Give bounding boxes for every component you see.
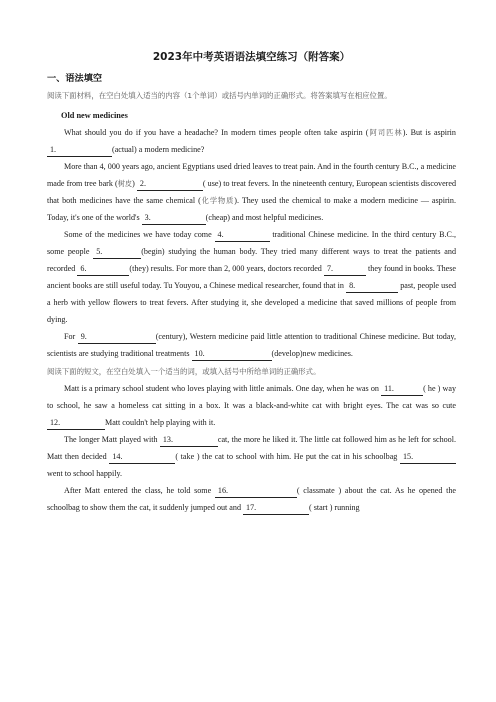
text: (they) results. For more than 2, 000 years, doctors recorded xyxy=(129,264,322,273)
chinese-gloss: 树皮 xyxy=(117,179,133,188)
blank-4[interactable]: 4. xyxy=(215,229,270,242)
text: Matt is a primary school student who loves playing with little animals. One day, when he was on xyxy=(64,384,379,393)
blank-12[interactable]: 12. xyxy=(47,417,105,430)
text: ( take ) the cat to school with him. He put the cat in his schoolbag xyxy=(175,452,398,461)
text: (cheap) and most helpful medicines. xyxy=(205,213,324,222)
blank-13[interactable]: 13. xyxy=(160,434,218,447)
blank-6[interactable]: 6. xyxy=(77,263,129,276)
page-title: 2023年中考英语语法填空练习（附答案） xyxy=(152,51,351,63)
text: ( he ) way to school, he saw a homeless cat sitting in a box. It was a black-and-white cat with bright eyes. The cat was so cute xyxy=(47,384,456,410)
text: ). They used the chemical to make a modern medicine — aspirin. Today, it's one of the world's xyxy=(47,196,456,222)
text: ) xyxy=(132,179,135,188)
passage2-instructions: 阅读下面的短文，在空白处填入一个适当的词，或填入括号中所给单词的正确形式。 xyxy=(47,367,321,376)
chinese-gloss: 阿司匹林 xyxy=(368,128,403,137)
passage1-paragraph-3 xyxy=(47,226,456,328)
text: ( use) to treat fevers. In the nineteenth century, European scientists discovered that both medicines have the same chemical ( xyxy=(47,179,456,205)
blank-15[interactable]: 15. xyxy=(400,451,456,464)
text: The longer Matt played with xyxy=(64,435,158,444)
text: ). But is aspirin xyxy=(402,128,456,137)
passage-title: Old new medicines xyxy=(61,111,128,120)
passage1-paragraph-4 xyxy=(47,328,456,362)
blank-11[interactable]: 11. xyxy=(381,383,423,396)
text: traditional Chinese medicine. In the third century B.C., some people xyxy=(47,230,457,256)
blank-2[interactable]: 2. xyxy=(137,178,203,191)
blank-8[interactable]: 8. xyxy=(346,280,398,293)
passage2-paragraph-2 xyxy=(47,431,456,482)
text: went to school happily. xyxy=(47,469,123,478)
text: Some of the medicines we have today come xyxy=(64,230,212,239)
section-heading: 一、语法填空 xyxy=(47,73,103,84)
text: cat, the more he liked it. The little cat followed him as he left for school. Matt then decided xyxy=(47,435,457,461)
text: (develop)new medicines. xyxy=(271,349,353,358)
passage2-paragraph-1 xyxy=(47,380,456,431)
text: ( start ) running xyxy=(309,503,360,512)
blank-10[interactable]: 10. xyxy=(192,348,272,361)
passage2-paragraph-3 xyxy=(47,482,456,516)
text: (century), Western medicine paid little attention to traditional Chinese medicine. But today, scientists are studying traditional treatments xyxy=(47,332,456,358)
blank-16[interactable]: 16. xyxy=(215,485,297,498)
text: Matt couldn't help playing with it. xyxy=(105,418,216,427)
blank-3[interactable]: 3. xyxy=(142,212,206,225)
text: (begin) studying the human body. They tried many different ways to treat the patients and recorded xyxy=(47,247,456,273)
text: After Matt entered the class, he told some xyxy=(64,486,212,495)
blank-9[interactable]: 9. xyxy=(78,331,156,344)
text: ( classmate ) about the cat. As he opened the schoolbag to show them the cat, it suddenly jumped out and xyxy=(47,486,456,512)
blank-5[interactable]: 5. xyxy=(93,246,141,259)
text: (actual) a modern medicine? xyxy=(112,145,205,154)
blank-17[interactable]: 17. xyxy=(243,502,309,515)
blank-7[interactable]: 7. xyxy=(324,263,366,276)
chinese-gloss: 化学物质 xyxy=(200,196,235,205)
text: they found in books. These ancient books are still useful today. Tu Youyou, a Chinese medical researcher, found that in xyxy=(47,264,457,290)
blank-14[interactable]: 14. xyxy=(109,451,175,464)
passage1-paragraph-1 xyxy=(47,124,456,158)
text: For xyxy=(64,332,76,341)
text: What should you do if you have a headache? In modern times people often take aspirin ( xyxy=(64,128,369,137)
blank-1[interactable]: 1. xyxy=(47,144,112,157)
passage1-paragraph-2 xyxy=(47,158,456,226)
text: More than 4, 000 years ago, ancient Egyptians used dried leaves to treat pain. And in the fourth century B.C., a medicine made from tree bark ( xyxy=(47,162,456,188)
text: past, people used a herb with yellow flowers to treat fevers. After studying it, she developed a medicine that saved millions of people from dying. xyxy=(47,281,456,324)
section-instructions: 阅读下面材料，在空白处填入适当的内容（1个单词）或括号内单词的正确形式。将答案填写在相应位置。 xyxy=(47,91,392,100)
